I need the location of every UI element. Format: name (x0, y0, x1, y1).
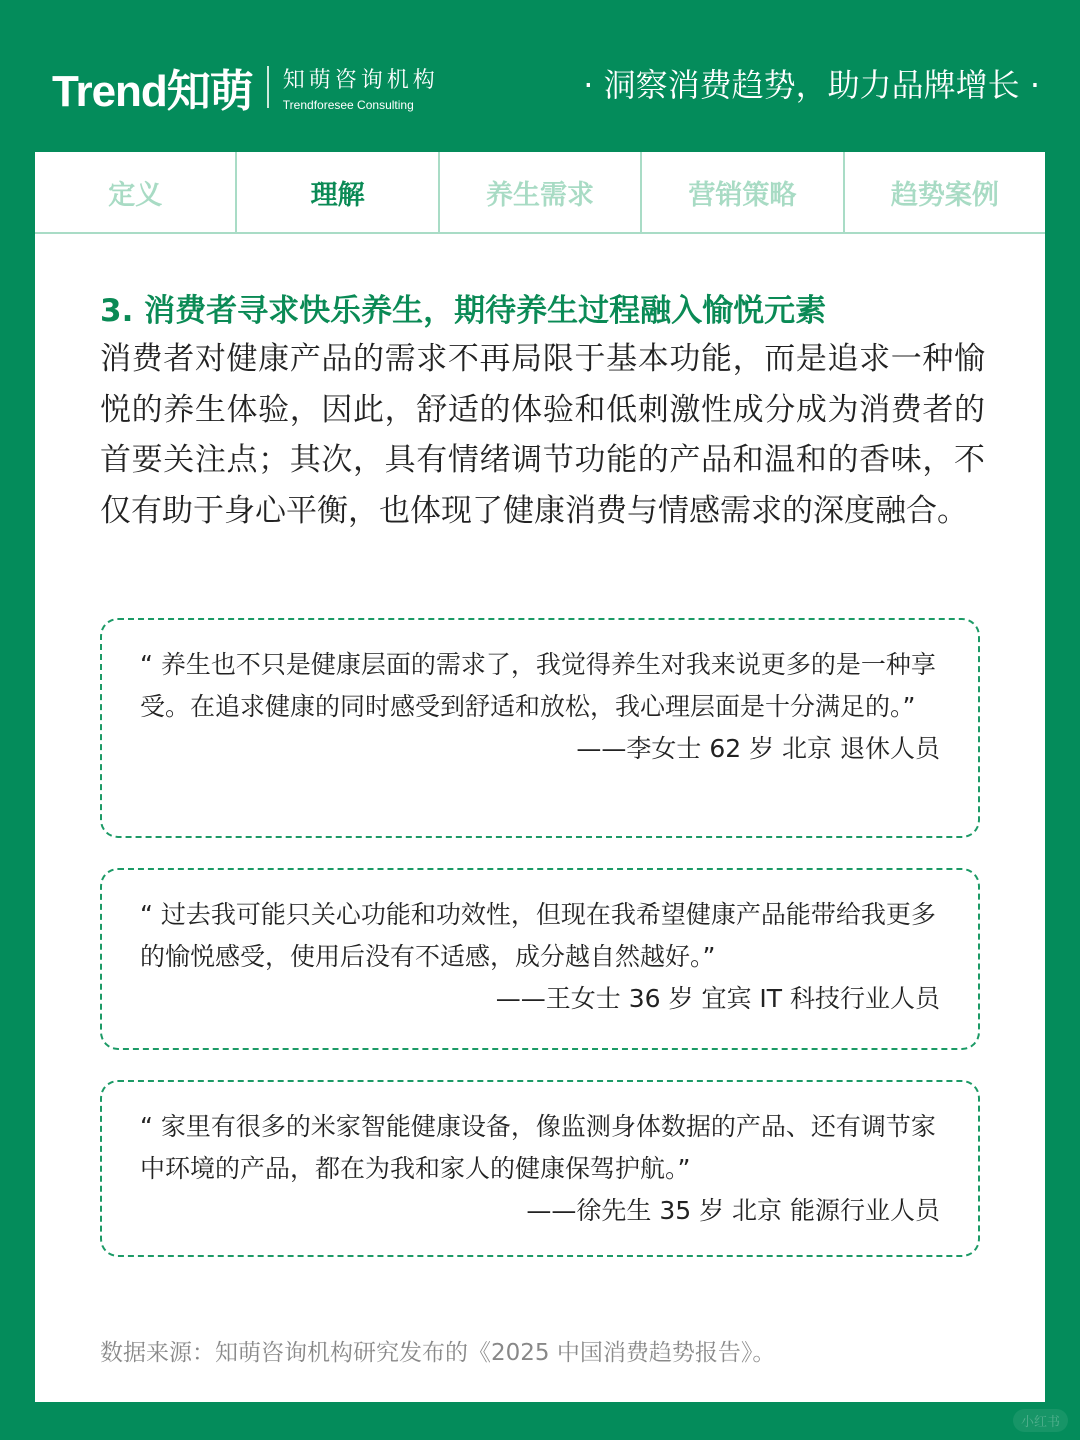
data-source: 数据来源：知萌咨询机构研究发布的《2025 中国消费趋势报告》。 (100, 1340, 776, 1366)
quote-author: ——王女士 36 岁 宜宾 IT 科技行业人员 (495, 984, 940, 1013)
quote-text: “ 养生也不只是健康层面的需求了，我觉得养生对我来说更多的是一种享受。在追求健康的同时感受到舒适和放松，我心理层面是十分满足的。” (140, 650, 936, 721)
slogan: · 洞察消费趋势，助力品牌增长 · (583, 66, 1040, 104)
logo-cn: 知萌咨询机构 (282, 67, 439, 93)
quote-box (100, 618, 980, 838)
tab-health-needs[interactable]: 养生需求 (440, 152, 642, 232)
tab-marketing[interactable]: 营销策略 (642, 152, 844, 232)
watermark: 小红书 (1013, 1409, 1068, 1432)
section-body: 消费者对健康产品的需求不再局限于基本功能，而是追求一种愉悦的养生体验，因此，舒适的体验和低刺激性成分成为消费者的首要关注点；其次，具有情绪调节功能的产品和温和的香味，不仅有助于身心平衡，也体现了健康消费与情感需求的深度融合。 (100, 341, 985, 529)
quote-text: “ 家里有很多的米家智能健康设备，像监测身体数据的产品、还有调节家中环境的产品，都在为我和家人的健康保驾护航。” (140, 1112, 936, 1183)
tab-understanding[interactable]: 理解 (237, 152, 439, 232)
tab-cases[interactable]: 趋势案例 (890, 179, 999, 211)
tab-bar (35, 152, 1045, 234)
logo-mark: Trend知萌 (52, 67, 253, 116)
quote-author: ——徐先生 35 岁 北京 能源行业人员 (526, 1196, 940, 1225)
logo-en: Trendforesee Consulting (282, 97, 414, 112)
quote-box (100, 1080, 980, 1257)
tab-definition[interactable]: 定义 (35, 152, 237, 232)
quote-author: ——李女士 62 岁 北京 退休人员 (576, 734, 940, 763)
quote-box (100, 868, 980, 1050)
quote-text: “ 过去我可能只关心功能和功效性，但现在我希望健康产品能带给我更多的愉悦感受，使用后没有不适感，成分越自然越好。” (140, 900, 936, 971)
logo (52, 55, 439, 119)
content-card (35, 152, 1045, 1402)
divider (267, 66, 269, 108)
section-heading: 3. 消费者寻求快乐养生，期待养生过程融入愉悦元素 (100, 293, 827, 329)
